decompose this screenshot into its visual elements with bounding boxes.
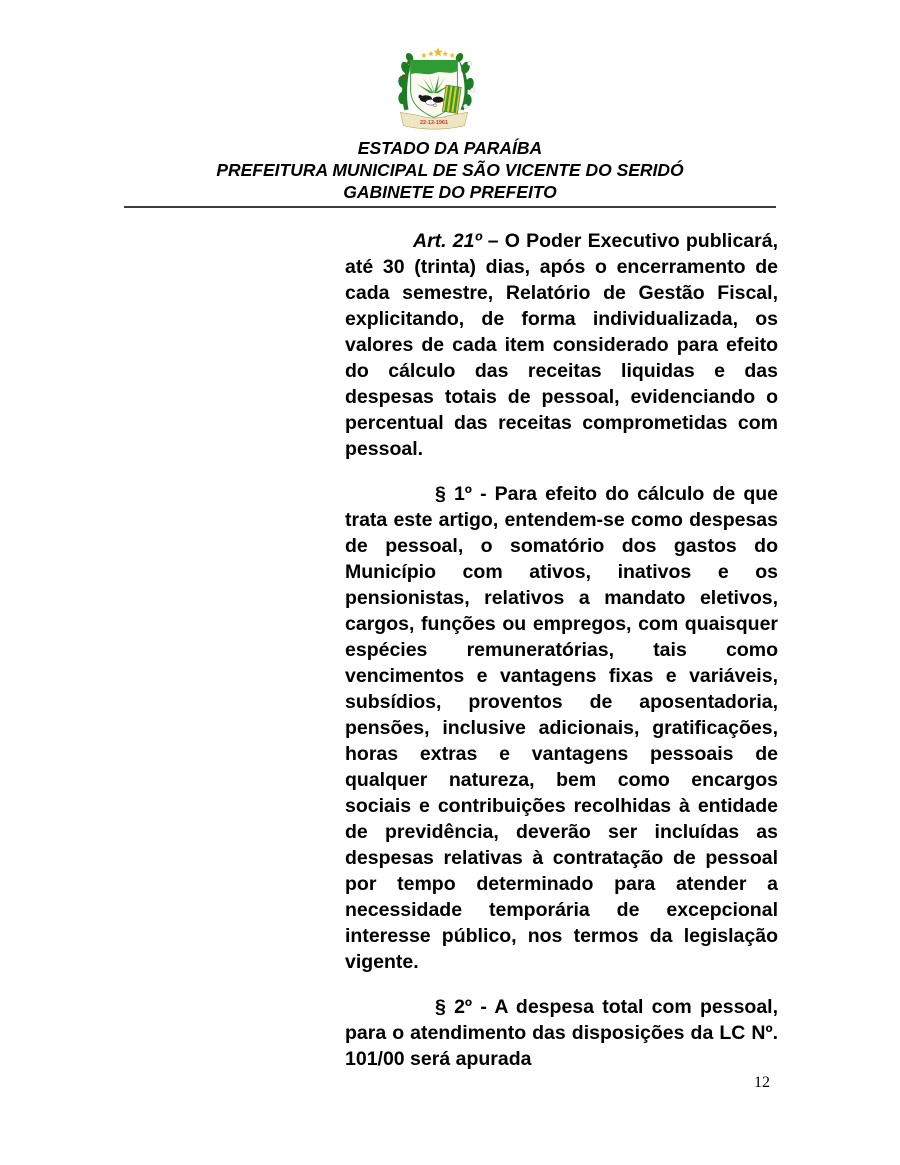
paragraph-section-1 (345, 481, 778, 975)
header-line-state: ESTADO DA PARAÍBA (357, 138, 543, 158)
crest-ribbon-text: 22-12-1961 (419, 120, 449, 127)
crest-stars (421, 47, 455, 58)
section-1-text: - Para efeito do cálculo de que trata este artigo, entendem-se como despesas de pessoal, o somatório dos gastos do Município com ativos, inativos e os pensionistas, relativos a mandato eletivos, cargos, funções ou empregos, com quaisquer espécies remuneratórias, tais como vencimentos e vantagens fixas e variáveis, subsídios, proventos de aposentadoria, pensões, inclusive adicionais, gratificações, horas extras e vantagens pessoais de qualquer natureza, bem como encargos sociais e contribuições recolhidas à entidade de previdência, deverão ser incluídas as despesas relativas à contratação de pessoal por tempo determinado para atender a necessidade temporária de excepcional interesse público, nos termos da legislação vigente. (345, 483, 779, 973)
document-body (345, 228, 778, 1091)
section-2-lead: § 2º (435, 996, 473, 1018)
section-1-lead: § 1º (435, 483, 472, 505)
coat-of-arms (378, 45, 490, 133)
coat-of-arms-icon (378, 45, 490, 133)
paragraph-art-21 (345, 228, 778, 462)
header-line-municipality: PREFEITURA MUNICIPAL DE SÃO VICENTE DO SERIDÓ (216, 160, 684, 180)
article-text: – O Poder Executivo publicará, até 30 (trinta) dias, após o encerramento de cada semestre, Relatório de Gestão Fiscal, explicitando, de forma individualizada, os valores de cada item considerado para efeito do cálculo das receitas liquidas e das despesas totais de pessoal, evidenciando o percentual das receitas comprometidas com pessoal. (345, 230, 778, 460)
page-number: 12 (754, 1074, 770, 1091)
header-divider (124, 206, 776, 208)
document-header (0, 0, 900, 208)
article-lead: Art. 21º (413, 230, 482, 252)
crest-banner (442, 85, 461, 113)
header-line-office: GABINETE DO PREFEITO (343, 182, 557, 202)
section-2-text: - A despesa total com pessoal, para o atendimento das disposições da LC Nº. 101/00 será apurada (345, 996, 779, 1070)
paragraph-section-2 (345, 994, 778, 1072)
